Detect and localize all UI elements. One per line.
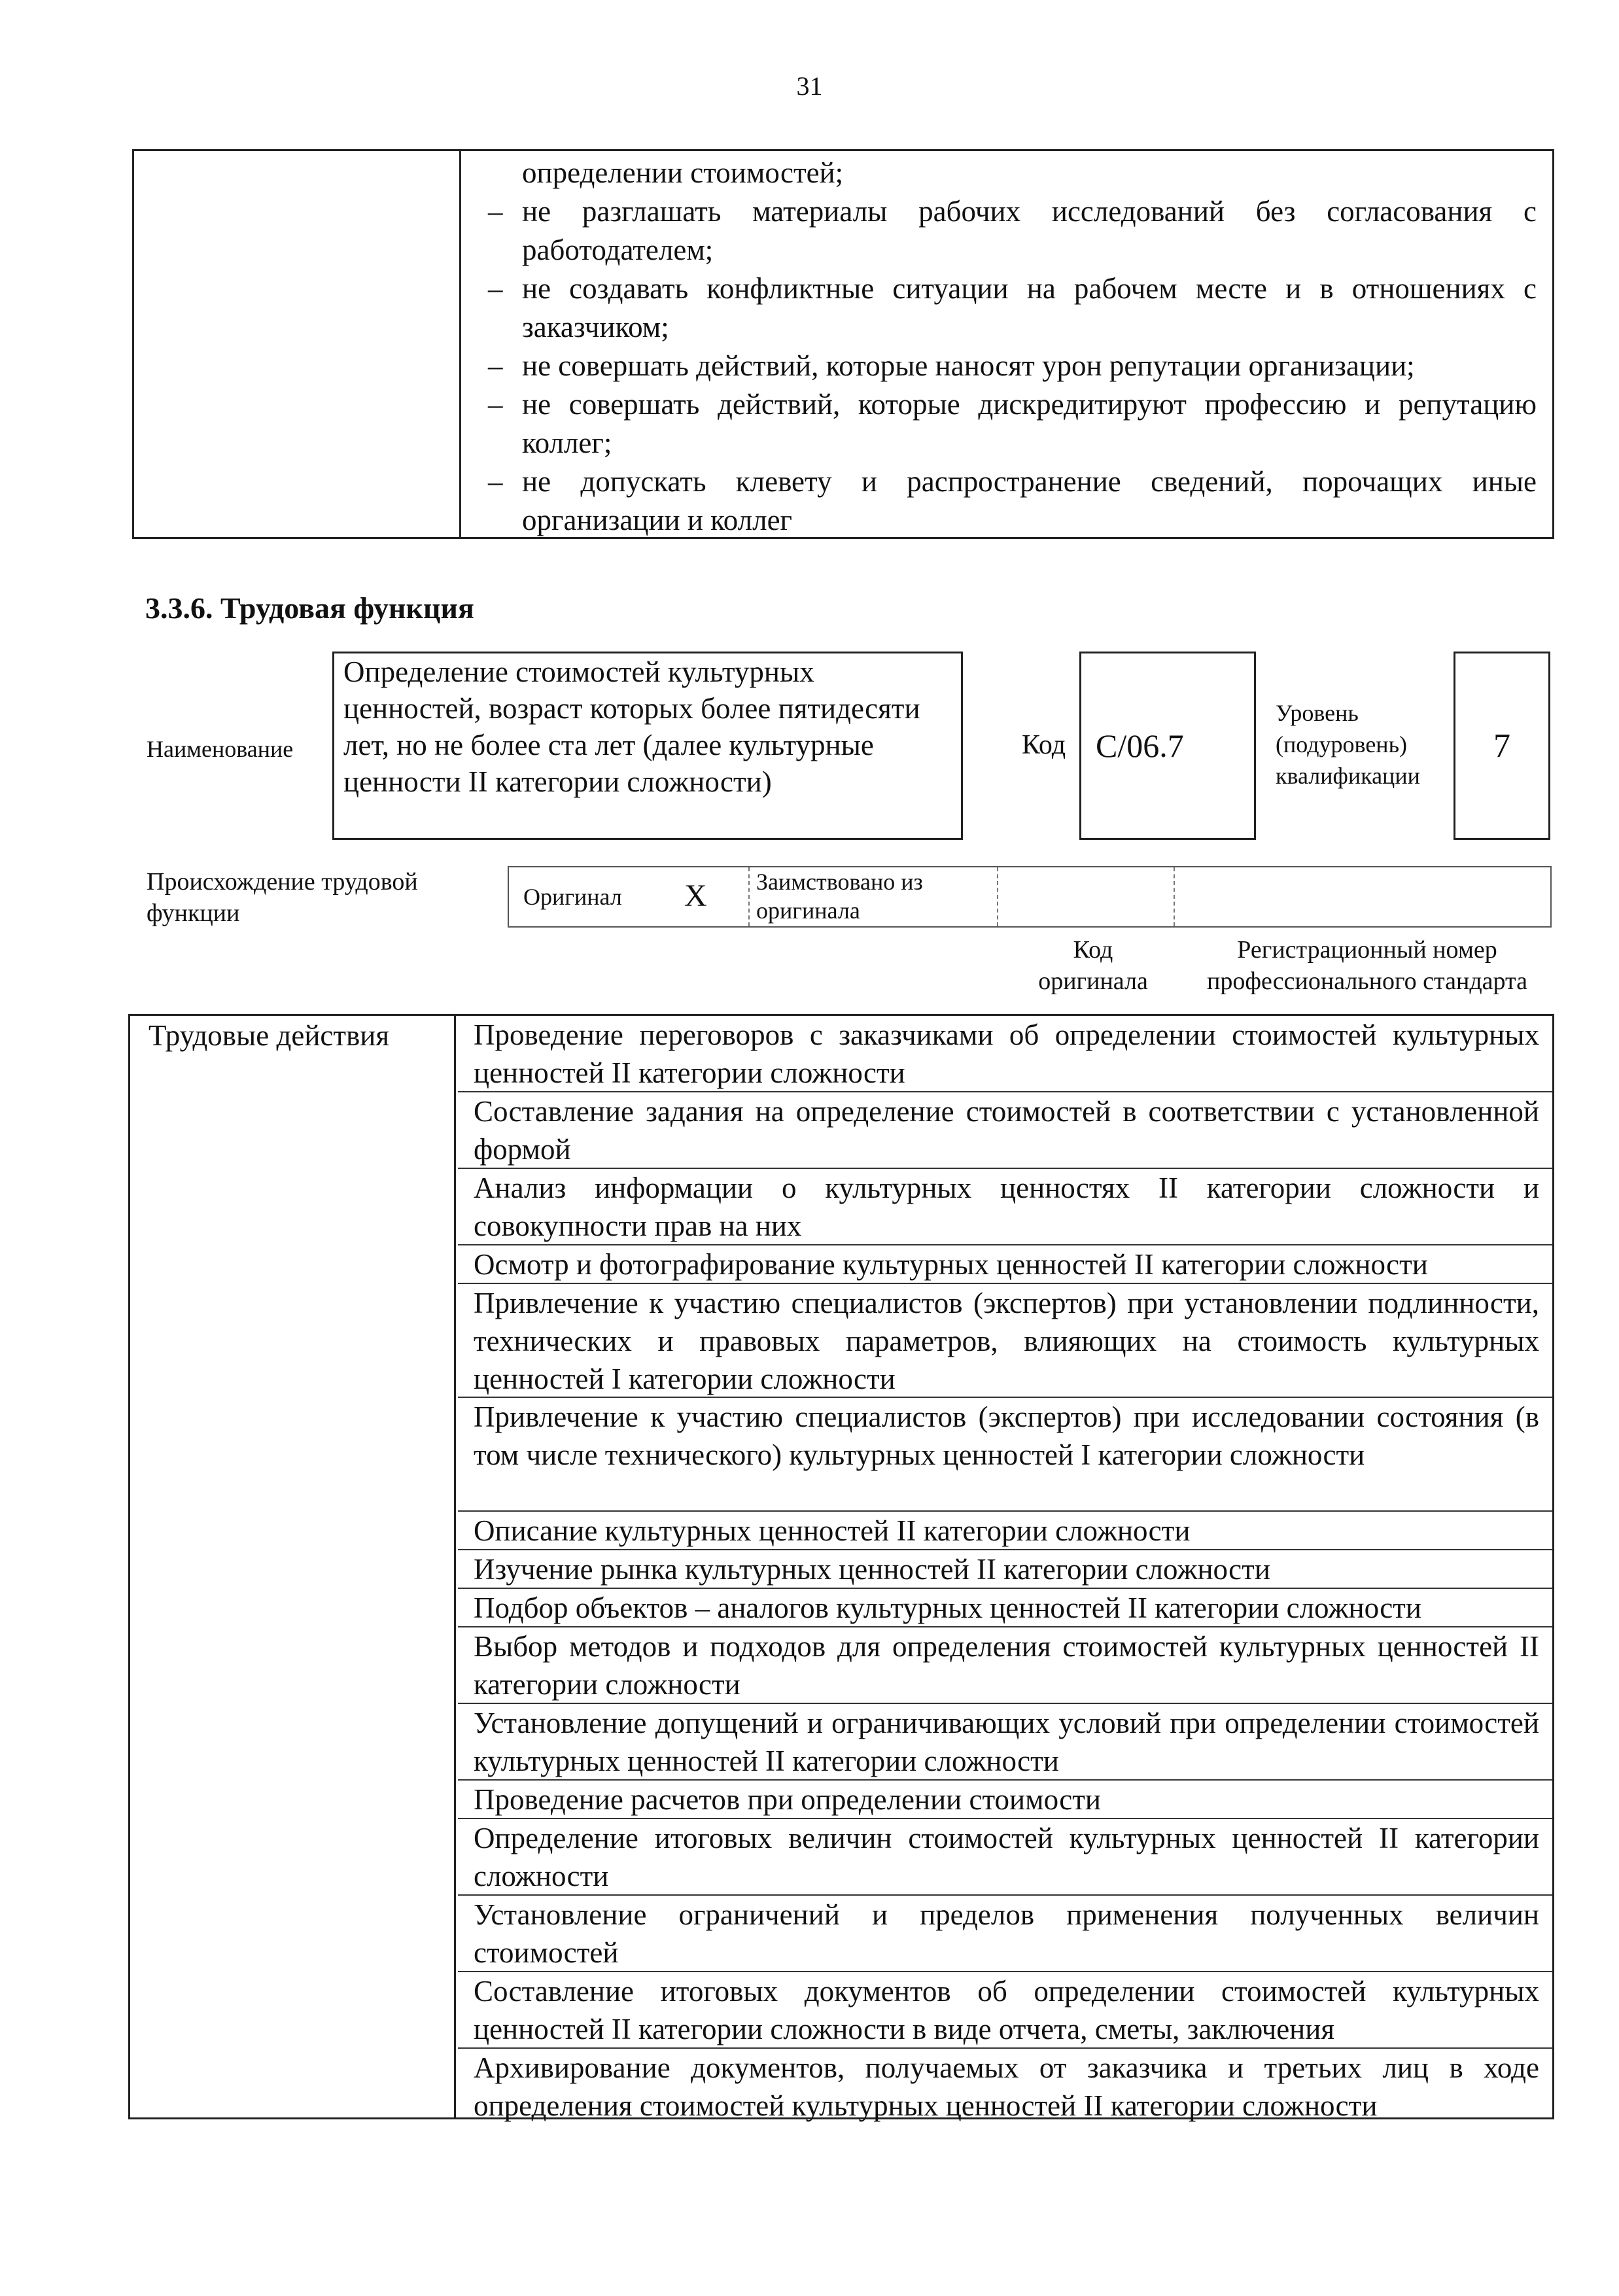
bullet-item: [488, 270, 1537, 347]
bullet-item: [488, 347, 1537, 385]
function-code-box: [1079, 652, 1256, 840]
actions-rows: [458, 1016, 1552, 2125]
dash-marker: –: [488, 465, 503, 498]
continuation-table: [132, 149, 1554, 539]
action-row: Осмотр и фотографирование культурных ценностей II категории сложности: [458, 1245, 1552, 1284]
dash-marker: –: [488, 388, 503, 421]
borrowed-cell: Заимствовано из оригинала: [750, 867, 998, 926]
action-row: Описание культурных ценностей II категории сложности: [458, 1512, 1552, 1550]
level-value: 7: [1493, 727, 1510, 765]
action-row: Составление задания на определение стоимостей в соответствии с установленной формой: [458, 1092, 1552, 1169]
page-number: 31: [796, 71, 823, 101]
action-row: Установление допущений и ограничивающих условий при определении стоимостей культурных ценностей II категории сложности: [458, 1704, 1552, 1781]
action-row: Привлечение к участию специалистов (экспертов) при исследовании состояния (в том числе технического) культурных ценностей I категории сложности: [458, 1398, 1552, 1512]
action-row: Проведение расчетов при определении стоимости: [458, 1781, 1552, 1819]
action-row: Определение итоговых величин стоимостей культурных ценностей II категории сложности: [458, 1819, 1552, 1896]
action-row: Выбор методов и подходов для определения стоимостей культурных ценностей II категории сложности: [458, 1627, 1552, 1704]
bullet-item: [488, 385, 1537, 462]
action-row: Архивирование документов, получаемых от заказчика и третьих лиц в ходе определения стоимостей культурных ценностей II категории сложности: [474, 2051, 1539, 2122]
code-label: Код: [1022, 730, 1066, 760]
action-row: Изучение рынка культурных ценностей II категории сложности: [458, 1550, 1552, 1589]
actions-table: [128, 1014, 1554, 2122]
origin-label: Происхождение трудовой функции: [147, 868, 418, 927]
dash-marker: –: [488, 195, 503, 228]
continuation-text-cell: [463, 151, 1552, 537]
original-code-cell: [998, 867, 1175, 926]
section-heading: 3.3.6. Трудовая функция: [145, 591, 474, 625]
origin-table: [508, 866, 1552, 928]
original-cell: [509, 867, 750, 926]
original-mark: X: [684, 878, 707, 913]
bullet-text: не совершать действий, которые дискредитируют профессию и репутацию коллег;: [522, 388, 1537, 459]
function-code: С/06.7: [1096, 727, 1184, 764]
function-name-box: Определение стоимостей культурных ценностей, возраст которых более пятидесяти лет, но не более ста лет (далее культурные ценности II категории сложности): [332, 652, 963, 840]
reg-caption: Регистрационный номер профессионального стандарта: [1207, 936, 1527, 995]
action-row: Составление итоговых документов об определении стоимостей культурных ценностей II категории сложности в виде отчета, сметы, заключения: [458, 1972, 1552, 2049]
bullet-item: [488, 462, 1537, 540]
dash-marker: –: [488, 349, 503, 382]
level-label: Уровень (подуровень) квалификации: [1276, 700, 1420, 789]
bullet-text: не совершать действий, которые наносят урон репутации организации;: [522, 349, 1415, 382]
bullet-item: [488, 192, 1537, 270]
continuation-first-line: определении стоимостей;: [522, 156, 844, 189]
continuation-empty-cell: [134, 151, 461, 537]
dash-marker: –: [488, 272, 503, 305]
action-row: Подбор объектов – аналогов культурных ценностей II категории сложности: [458, 1589, 1552, 1627]
reg-number-cell: [1175, 867, 1550, 926]
actions-header: Трудовые действия: [130, 1016, 456, 2117]
action-row: Проведение переговоров с заказчиками об определении стоимостей культурных ценностей II категории сложности: [458, 1016, 1552, 1092]
name-label: Наименование: [147, 736, 294, 762]
bullet-text: не создавать конфликтные ситуации на рабочем месте и в отношениях с заказчиком;: [522, 272, 1537, 343]
action-row: Анализ информации о культурных ценностях II категории сложности и совокупности прав на них: [458, 1169, 1552, 1245]
level-box: [1454, 652, 1550, 840]
original-label: Оригинал: [523, 884, 622, 910]
bullet-text: не разглашать материалы рабочих исследований без согласования с работодателем;: [522, 195, 1537, 266]
code-caption: Код оригинала: [1038, 936, 1148, 995]
action-row: Установление ограничений и пределов применения полученных величин стоимостей: [458, 1896, 1552, 1972]
bullet-text: не допускать клевету и распространение сведений, порочащих иные организации и коллег: [522, 465, 1537, 536]
action-row: Привлечение к участию специалистов (экспертов) при установлении подлинности, технических и правовых параметров, влияющих на стоимость культурных ценностей I категории сложности: [458, 1284, 1552, 1398]
